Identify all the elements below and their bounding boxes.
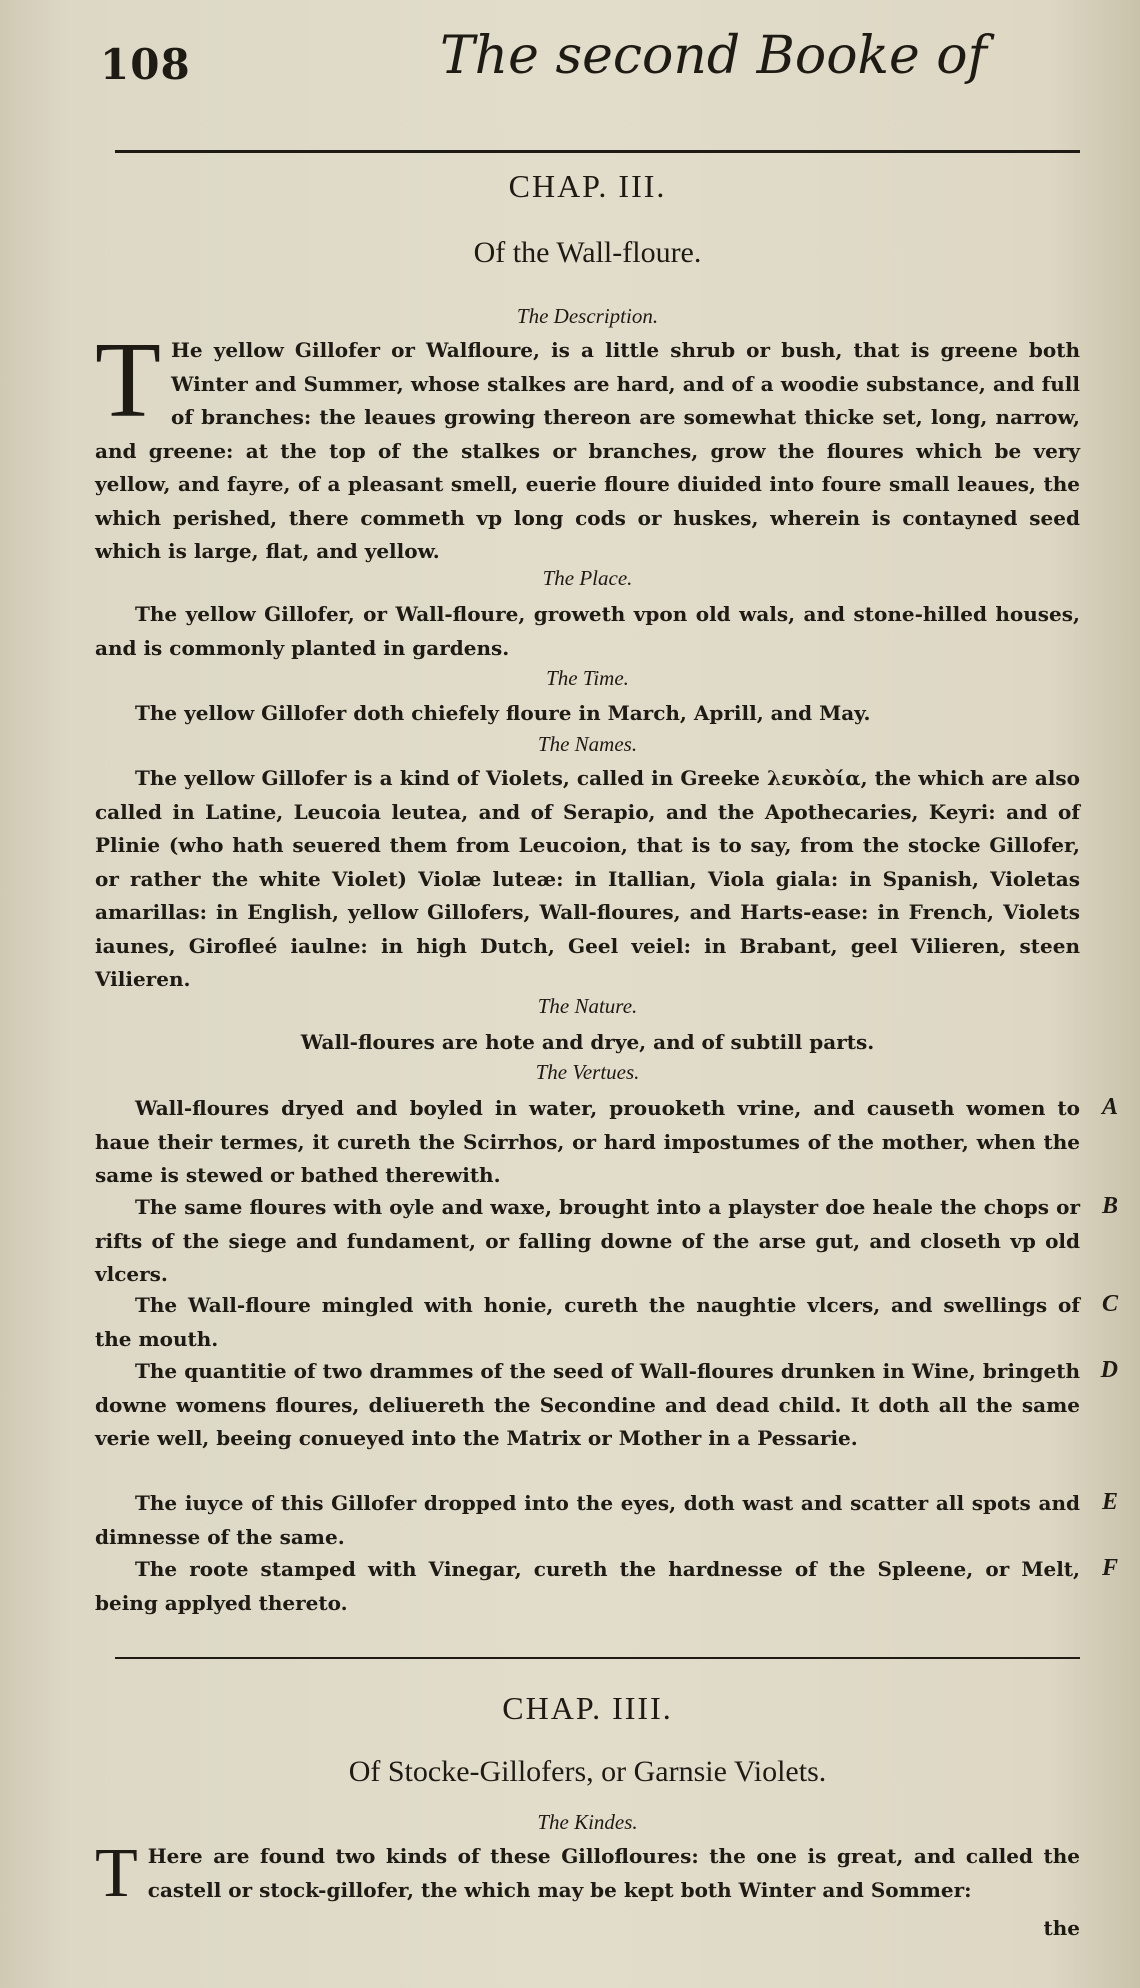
margin-letter: B xyxy=(1101,1193,1118,1219)
description-text: He yellow Gillofer or Walfloure, is a little shrub or bush, that is greene both Winter and Summer, whose stalkes are hard, and of a woodie substance, and full of branches: the leaues growing thereon are somewhat thicke set, long, narrow, and greene: at the top of the stalkes or branches, grow the floures which be very yellow, and fayre, of a pleasant smell, euerie floure diuided into foure small leaues, the which perished, there commeth vp long cods or huskes, wherein is contayned seed which is large, flat, and yellow. xyxy=(95,338,1080,563)
chapter-4-title: Of Stocke-Gillofers, or Garnsie Violets. xyxy=(348,1755,827,1788)
drop-cap: T xyxy=(95,321,161,440)
vertue-paragraph: Wall-floures dryed and boyled in water, prouoketh vrine, and causeth women to haue their termes, it cureth the Scirrhos, or hard impostumes of the mother, when the same is stewed or bathed therewith. xyxy=(95,1096,1080,1187)
margin-letter: E xyxy=(1101,1489,1118,1515)
chapter-rule xyxy=(115,1657,1080,1659)
nature-text: Wall-floures are hote and drye, and of subtill parts. xyxy=(300,1030,875,1054)
margin-letter: C xyxy=(1101,1291,1118,1317)
kindes-text: Here are found two kinds of these Gillofloures: the one is great, and called the castell or stock-gillofer, the which may be kept both Winter and Sommer: xyxy=(147,1844,1080,1902)
page-number: 108 xyxy=(100,40,191,89)
vertue-paragraph: The same floures with oyle and waxe, brought into a playster doe heale the chops or rifts of the siege and fundament, or falling downe of the arse gut, and closeth vp old vlcers. xyxy=(95,1195,1080,1286)
vertue-paragraph: The roote stamped with Vinegar, cureth the hardnesse of the Spleene, or Melt, being applyed thereto. xyxy=(95,1557,1080,1615)
drop-cap: T xyxy=(95,1835,138,1912)
nature-heading: The Nature. xyxy=(537,994,638,1018)
chapter-3-heading: CHAP. III. xyxy=(508,168,667,204)
chapter-3-title: Of the Wall-floure. xyxy=(473,236,702,269)
chapter-4-heading: CHAP. IIII. xyxy=(502,1690,673,1726)
vertues-heading: The Vertues. xyxy=(535,1060,640,1084)
vertue-paragraph: The quantitie of two drammes of the seed of Wall-floures drunken in Wine, bringeth downe womens floures, deliuereth the Secondine and dead child. It doth all the same verie well, beeing conueyed into the Matrix or Mother in a Pessarie. xyxy=(95,1359,1080,1450)
catchword: the xyxy=(1043,1916,1080,1940)
time-text: The yellow Gillofer doth chiefely floure in March, Aprill, and May. xyxy=(135,701,871,725)
vertue-paragraph: The Wall-floure mingled with honie, cureth the naughtie vlcers, and swellings of the mouth. xyxy=(95,1293,1080,1351)
place-text: The yellow Gillofer, or Wall-floure, groweth vpon old wals, and stone-hilled houses, and is commonly planted in gardens. xyxy=(95,602,1080,660)
header-rule xyxy=(115,150,1080,153)
page-header xyxy=(100,26,1080,96)
time-heading: The Time. xyxy=(546,666,629,690)
margin-letter: F xyxy=(1101,1555,1118,1581)
running-head: The second Booke of xyxy=(440,26,987,86)
description-heading: The Description. xyxy=(516,304,659,328)
names-heading: The Names. xyxy=(537,732,638,756)
kindes-paragraph xyxy=(95,1835,1080,1912)
kindes-heading: The Kindes. xyxy=(537,1810,638,1834)
description-paragraph xyxy=(95,321,1080,569)
margin-letter: A xyxy=(1101,1094,1118,1120)
margin-letter: D xyxy=(1100,1357,1118,1383)
names-text: The yellow Gillofer is a kind of Violets, called in Greeke λευκὸία, the which are also called in Latine, Leucoia leutea, and of Serapio, and the Apothecaries, Keyri: and of Plinie (who hath seuered them from Leucoion, that is to say, from the stocke Gillofer, or rather the white Violet) Violæ luteæ: in Itallian, Viola giala: in Spanish, Violetas amarillas: in English, yellow Gillofers, Wall-floures, and Harts-ease: in French, Violets iaunes, Girofleé iaulne: in high Dutch, Geel veiel: in Brabant, geel Vilieren, steen Vilieren. xyxy=(95,766,1080,991)
vertue-paragraph: The iuyce of this Gillofer dropped into the eyes, doth wast and scatter all spots and dimnesse of the same. xyxy=(95,1491,1080,1549)
place-heading: The Place. xyxy=(542,566,633,590)
